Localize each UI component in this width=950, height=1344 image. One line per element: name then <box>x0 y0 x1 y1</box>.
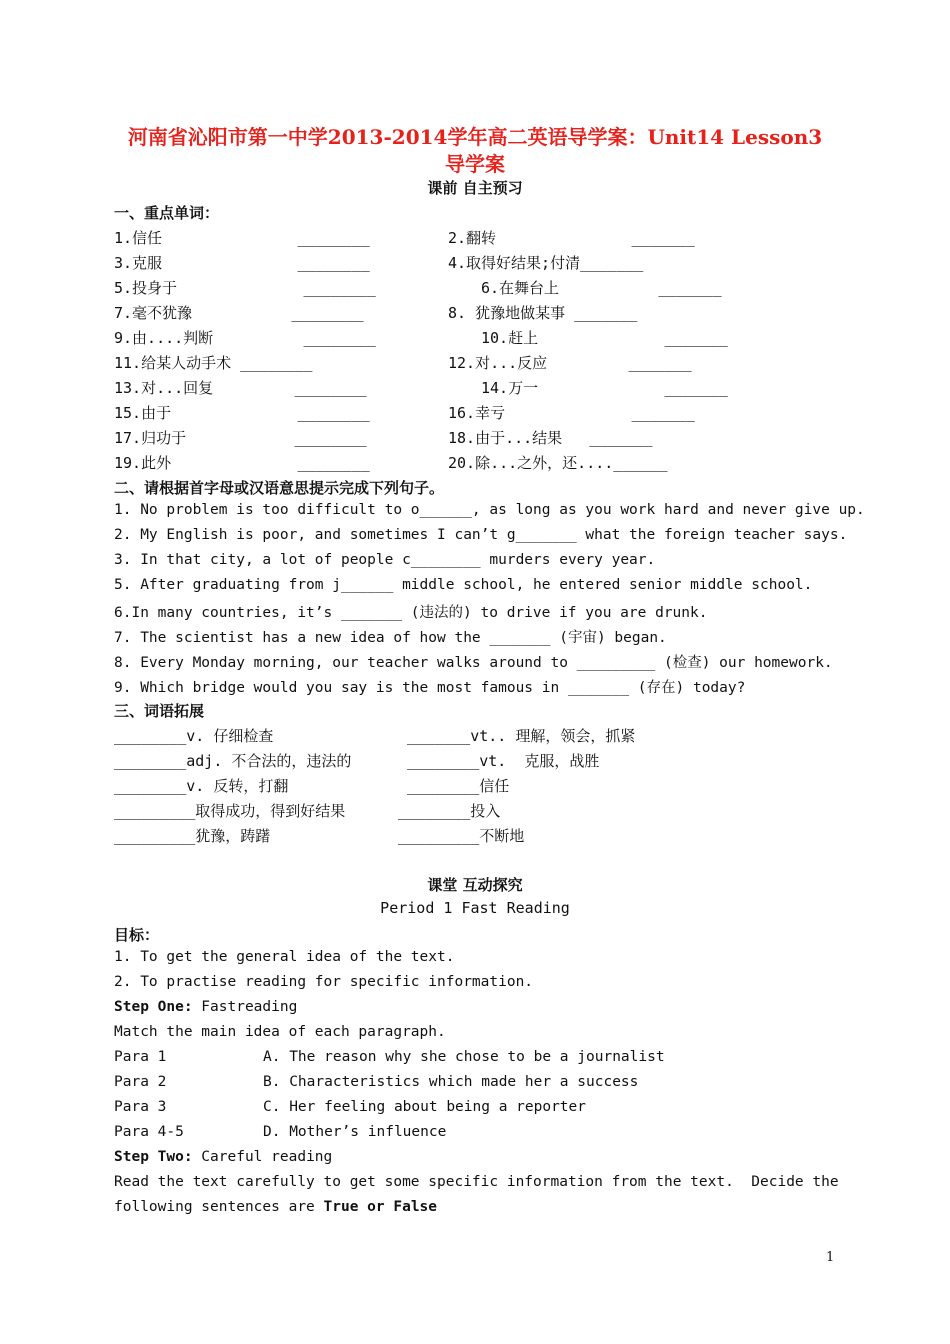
vocab-item: 14.万一 _______ <box>481 379 728 397</box>
expansion-item: _______vt.. 理解，领会，抓紧 <box>407 727 636 745</box>
period-heading: Period 1 Fast Reading <box>380 899 570 917</box>
sentence-item: 3. In that city, a lot of people c________ murders every year. <box>114 552 656 568</box>
step-two-instruction-1: Read the text carefully to get some specific information from the text. Decide the <box>114 1174 839 1190</box>
document-title <box>100 124 850 178</box>
sentence-item: 9. Which bridge would you say is the most famous in _______ (存在) today? <box>114 680 746 696</box>
expansion-item: ________信任 <box>407 777 510 795</box>
vocab-item: 8. 犹豫地做某事 _______ <box>448 304 638 322</box>
vocab-item: 1.信任 ________ <box>114 229 370 247</box>
section2-heading: 二、请根据首字母或汉语意思提示完成下列句子。 <box>114 479 445 497</box>
match-idea: C. Her feeling about being a reporter <box>263 1099 587 1115</box>
expansion-item: ________投入 <box>398 802 501 820</box>
match-para: Para 4-5 <box>114 1124 184 1140</box>
vocab-item: 18.由于...结果 _______ <box>448 429 653 447</box>
vocab-item: 20.除...之外，还....______ <box>448 454 668 472</box>
step-one-label: Step One: <box>114 999 193 1015</box>
match-para: Para 1 <box>114 1049 167 1065</box>
vocab-item: 12.对...反应 _______ <box>448 354 692 372</box>
vocab-item: 19.此外 ________ <box>114 454 370 472</box>
match-idea: D. Mother’s influence <box>263 1124 447 1140</box>
title-line-1: 河南省沁阳市第一中学2013-2014学年高二英语导学案：Unit14 Lesson3 <box>127 125 823 149</box>
match-para: Para 2 <box>114 1074 167 1090</box>
vocab-item: 7.毫不犹豫 ________ <box>114 304 364 322</box>
vocab-item: 15.由于 ________ <box>114 404 370 422</box>
step-one-text: Fastreading <box>192 999 298 1015</box>
step-two-line <box>114 1149 332 1165</box>
sentence-item: 2. My English is poor, and sometimes I can’t g_______ what the foreign teacher says. <box>114 527 848 543</box>
match-idea: A. The reason why she chose to be a journalist <box>263 1049 665 1065</box>
step-one-instruction: Match the main idea of each paragraph. <box>114 1024 446 1040</box>
expansion-item: _________不断地 <box>398 827 525 845</box>
title-line-2: 导学案 <box>445 152 505 176</box>
step-two-instruction-2 <box>114 1199 437 1215</box>
vocab-item: 16.幸亏 _______ <box>448 404 695 422</box>
expansion-item: ________vt. 克服，战胜 <box>407 752 600 770</box>
step-two-text: Careful reading <box>192 1149 333 1165</box>
vocab-item: 5.投身于 ________ <box>114 279 376 297</box>
section1-heading: 一、重点单词： <box>114 204 220 222</box>
goals-label: 目标： <box>114 926 160 944</box>
page-number: 1 <box>826 1250 835 1265</box>
vocab-item: 9.由....判断 ________ <box>114 329 376 347</box>
sentence-item: 7. The scientist has a new idea of how the _______ (宇宙) began. <box>114 630 667 646</box>
true-or-false-label: True or False <box>323 1199 438 1215</box>
vocab-item: 4.取得好结果;付清_______ <box>448 254 644 272</box>
goal-item: 1. To get the general idea of the text. <box>114 949 455 965</box>
vocab-item: 11.给某人动手术 ________ <box>114 354 313 372</box>
expansion-item: _________取得成功，得到好结果 <box>114 802 346 820</box>
pre-class-heading: 课前 自主预习 <box>427 179 523 197</box>
expansion-item: ________v. 反转，打翻 <box>114 777 289 795</box>
vocab-item: 6.在舞台上 _______ <box>481 279 722 297</box>
goal-item: 2. To practise reading for specific information. <box>114 974 534 990</box>
vocab-item: 13.对...回复 ________ <box>114 379 367 397</box>
match-para: Para 3 <box>114 1099 167 1115</box>
sentence-item: 5. After graduating from j______ middle school, he entered senior middle school. <box>114 577 813 593</box>
section3-heading: 三、词语拓展 <box>114 702 205 720</box>
sentence-item: 6.In many countries, it’s _______ (违法的) to drive if you are drunk. <box>114 605 708 621</box>
step-two-label: Step Two: <box>114 1149 193 1165</box>
sentence-item: 8. Every Monday morning, our teacher walks around to _________ (检查) our homework. <box>114 655 833 671</box>
sentence-item: 1. No problem is too difficult to o______, as long as you work hard and never give up. <box>114 502 865 518</box>
expansion-item: _________犹豫，踌躇 <box>114 827 271 845</box>
in-class-heading: 课堂 互动探究 <box>427 876 523 894</box>
match-idea: B. Characteristics which made her a success <box>263 1074 639 1090</box>
expansion-item: ________v. 仔细检查 <box>114 727 274 745</box>
vocab-item: 10.赶上 _______ <box>481 329 728 347</box>
vocab-item: 17.归功于 ________ <box>114 429 367 447</box>
vocab-item: 2.翻转 _______ <box>448 229 695 247</box>
vocab-item: 3.克服 ________ <box>114 254 370 272</box>
step-two-instruction-text: following sentences are <box>114 1199 324 1215</box>
step-one-line <box>114 999 297 1015</box>
expansion-item: ________adj. 不合法的，违法的 <box>114 752 352 770</box>
